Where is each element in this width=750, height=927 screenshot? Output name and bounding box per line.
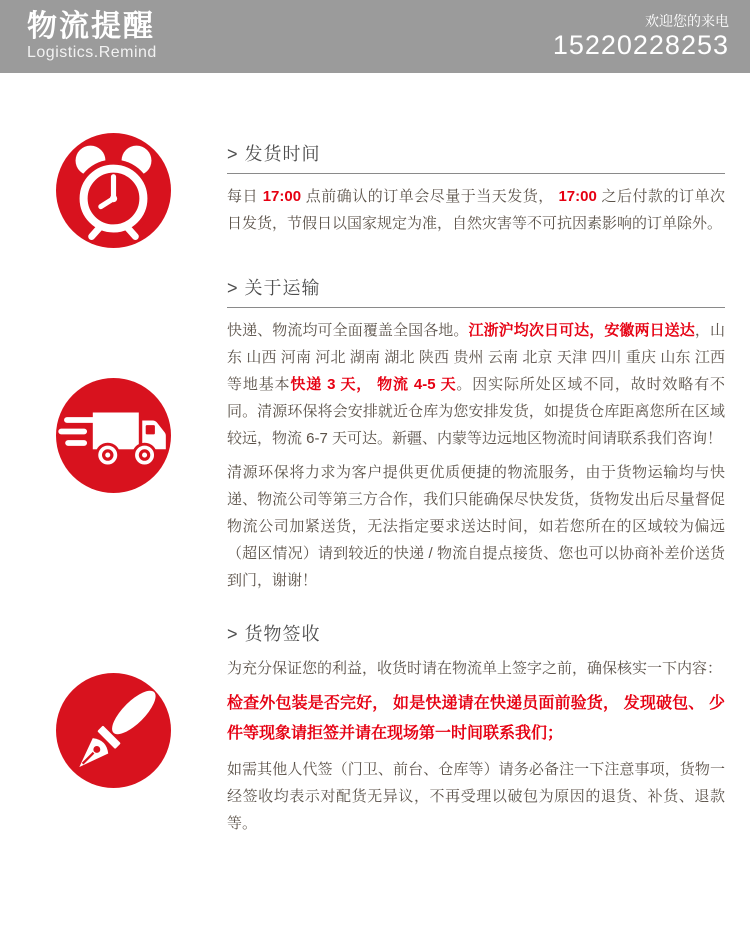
header-bar <box>0 0 750 73</box>
welcome-text: 欢迎您的来电 <box>645 13 729 29</box>
section-title-divider <box>227 173 725 174</box>
plain-text: 点前确认的订单会尽量于当天发货， <box>301 187 559 205</box>
body-paragraph <box>227 459 725 594</box>
phone-number: 15220228253 <box>552 30 729 60</box>
section-transport <box>0 278 725 594</box>
plain-text: 快递、物流均可全面覆盖全国各地。 <box>227 321 469 339</box>
body-paragraph <box>227 317 725 452</box>
plain-text: ，山东 山西 河南 河北 湖南 湖北 陕西 贵州 云南 北京 天津 四川 重庆 山东 江西等地基本 <box>227 321 725 393</box>
alarm-clock-icon <box>56 133 171 248</box>
plain-text: 。因实际所处区域不同，故时效略有不同。清源环保将会安排就近仓库为您安排发货，如提货仓库距离您所在区域较远，物流 6-7 天可达。新疆、内蒙等边远地区物流时间请联系我们咨询！ <box>227 375 725 447</box>
logistics-sections <box>0 73 750 927</box>
body-paragraph <box>227 655 725 682</box>
section-title-gap <box>227 645 725 655</box>
warning-paragraph <box>227 689 725 749</box>
plain-text: 之后付款的订单次日发货，节假日以国家规定为准，自然灾害等不可抗因素影响的订单除外。 <box>227 187 726 232</box>
plain-text: 为充分保证您的利益，收货时请在物流单上签字之前，确保核实一下内容： <box>227 660 723 678</box>
body-paragraph <box>227 183 725 237</box>
page-title: 物流提醒 <box>27 10 155 43</box>
body-paragraph <box>227 756 725 837</box>
plain-text: 每日 <box>227 187 263 205</box>
pen-icon <box>56 673 171 788</box>
section-icon-column <box>0 133 227 248</box>
section-title-divider <box>227 307 725 308</box>
section-shipping-time <box>0 133 725 248</box>
highlighted-text: 17:00 <box>558 187 597 205</box>
highlighted-text: 江浙沪均次日可达，安徽两日送达 <box>468 321 695 339</box>
section-icon-column <box>0 673 227 788</box>
header-contact-block <box>553 14 729 59</box>
page-subtitle: Logistics.Remind <box>27 44 157 61</box>
highlighted-text: 快递 3 天， 物流 4-5 天 <box>290 375 457 393</box>
highlighted-text: 检查外包装是否完好， 如是快递请在快递员面前验货， 发现破包、 少件等现象请拒签并请在现场第一时间联系我们； <box>227 695 725 743</box>
section-title: > 发货时间 <box>227 144 321 165</box>
section-receipt <box>0 624 725 838</box>
section-text-column <box>227 278 725 594</box>
section-title: > 货物签收 <box>227 623 321 644</box>
plain-text: 如需其他人代签（门卫、前台、仓库等）请务必备注一下注意事项，货物一经签收均表示对配货无异议，不再受理以破包为原因的退货、补货、退款等。 <box>227 761 725 833</box>
header-logo-block <box>27 12 157 61</box>
plain-text: 清源环保将力求为客户提供更优质便捷的物流服务，由于货物运输均与快递、物流公司等第三方合作，我们只能确保尽快发货，货物发出后尽量督促物流公司加紧送货，无法指定要求送达时间，如若您所在的区域较为偏远（超区情况）请到较近的快递 / 物流自提点接货、您也可以协商补差价送货到门，谢谢！ <box>227 463 725 589</box>
section-text-column <box>227 144 725 237</box>
section-title: > 关于运输 <box>227 278 321 298</box>
section-icon-column <box>0 378 227 493</box>
truck-icon <box>56 378 171 493</box>
highlighted-text: 17:00 <box>262 187 302 205</box>
section-text-column <box>227 624 725 838</box>
